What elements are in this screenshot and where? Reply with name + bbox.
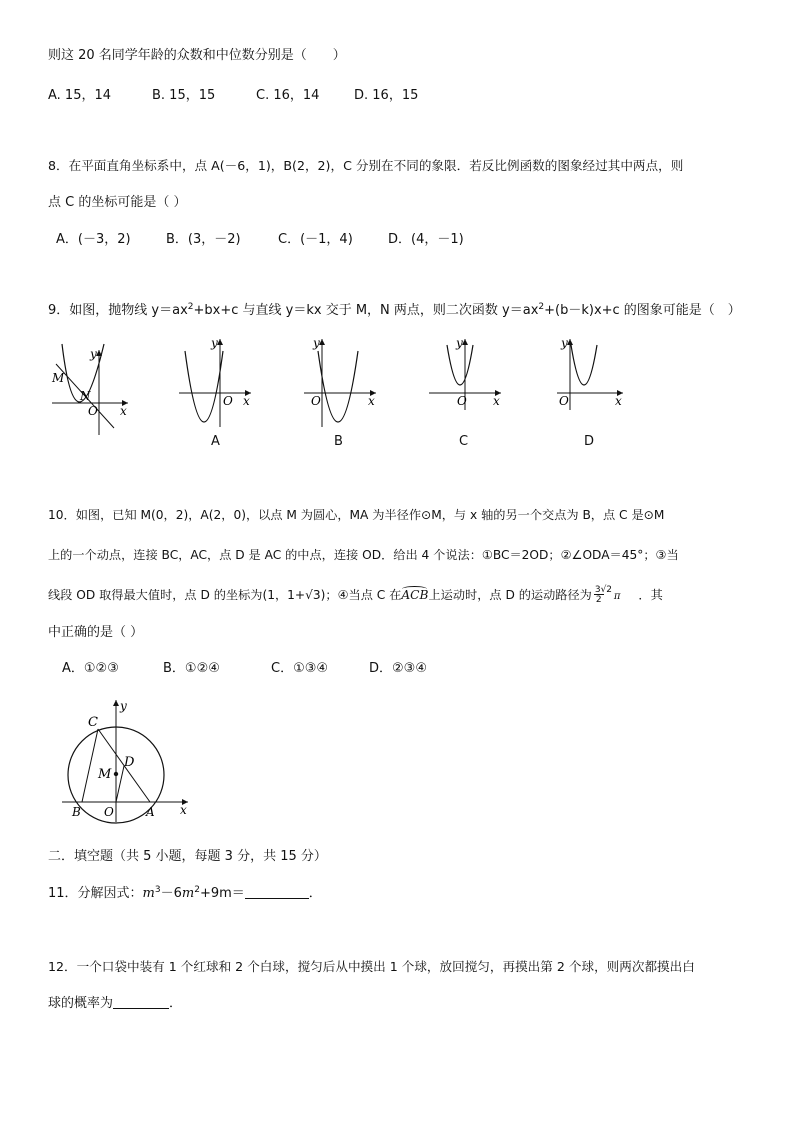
q8-line2: 点 C 的坐标可能是（ ） <box>48 195 187 210</box>
q11-sup3: 3 <box>154 885 161 895</box>
q10-fraction <box>592 585 614 605</box>
q8-option-c: C．(－1，4) <box>278 232 353 247</box>
q11-end: ． <box>308 886 322 901</box>
q9-a-origin-label: O <box>223 394 233 408</box>
q10-option-c: C．①③④ <box>271 661 329 676</box>
q9-b-origin-label: O <box>311 394 321 408</box>
q9-b-x-label: x <box>368 394 375 408</box>
q12-line2 <box>48 995 182 1013</box>
q10-fig-c-label: C <box>88 715 98 730</box>
q9-figure-c <box>425 335 510 430</box>
q10-fig-x-label: x <box>180 803 187 817</box>
q7-option-a: A. 15，14 <box>48 88 112 103</box>
q11-answer-blank[interactable] <box>245 886 309 899</box>
q8-option-b: B．(3，－2) <box>166 232 241 247</box>
q12-line2-text: 球的概率为 <box>48 996 114 1011</box>
q9-label-d: D <box>584 434 595 449</box>
q10-arc-label: ACB <box>401 588 429 602</box>
q9-ref-n-label: N <box>80 389 91 403</box>
q9-ref-y-label: y <box>90 347 97 361</box>
q11-m: m <box>142 886 155 901</box>
q7-option-c: C. 16，14 <box>256 88 320 103</box>
q10-pi: π <box>613 591 621 602</box>
q9-c-y-label: y <box>456 336 463 350</box>
q9-d-origin-label: O <box>559 394 569 408</box>
q9-a-x-label: x <box>243 394 250 408</box>
q12-line1: 12．一个口袋中装有 1 个红球和 2 个白球，搅匀后从中摸出 1 个球，放回搅匀，再摸出第 2 个球，则两次都摸出白 <box>48 959 695 974</box>
q9-figure-d <box>553 335 638 430</box>
q10-arc-acb <box>401 588 428 602</box>
q9-label-b: B <box>334 434 343 449</box>
q10-line3-b: 上运动时，点 D 的运动路径为 <box>428 588 592 602</box>
q9-ref-m-label: M <box>52 371 65 385</box>
q10-line4: 中正确的是（ ） <box>48 625 144 640</box>
q12-end: ． <box>169 996 183 1011</box>
q9-text-1: 9．如图，抛物线 y＝ax <box>48 303 188 318</box>
section2-heading: 二．填空题（共 5 小题，每题 3 分，共 15 分） <box>48 849 327 864</box>
q10-line1: 10．如图，已知 M(0，2)，A(2，0)，以点 M 为圆心，MA 为半径作⊙M，与 x 轴的另一个交点为 B，点 C 是⊙M <box>48 508 665 522</box>
q11-m2: m <box>181 886 195 901</box>
q11-line <box>48 885 322 903</box>
q10-option-a: A．①②③ <box>62 661 119 676</box>
q9-label-c: C <box>459 434 469 449</box>
q7-stem: 则这 20 名同学年龄的众数和中位数分别是（ ） <box>48 48 346 63</box>
q10-figure <box>58 696 198 826</box>
q10-line3 <box>48 585 663 606</box>
q9-figure-a <box>175 335 260 430</box>
q9-ref-origin-label: O <box>88 404 98 418</box>
q11-mid: －6 <box>160 886 182 901</box>
q9-label-a: A <box>211 434 220 449</box>
q10-fig-d-label: D <box>124 755 135 770</box>
q10-line3-c: ．其 <box>638 588 663 602</box>
q10-option-d: D．②③④ <box>369 661 427 676</box>
q9-d-x-label: x <box>615 394 622 408</box>
q10-line2: 上的一个动点，连接 BC，AC，点 D 是 AC 的中点，连接 OD．给出 4 个说法：①BC＝2OD；②∠ODA＝45°；③当 <box>48 548 679 562</box>
q10-fig-b-label: B <box>72 805 81 819</box>
q9-reference-figure <box>48 340 138 440</box>
q9-figure-b <box>300 335 385 430</box>
q7-option-b: B. 15，15 <box>152 88 216 103</box>
q8-option-d: D．(4，－1) <box>388 232 464 247</box>
q9-ref-x-label: x <box>120 404 127 418</box>
q9-sup-1: 2 <box>187 302 194 312</box>
q7-option-d: D. 16，15 <box>354 88 419 103</box>
q11-prefix: 11．分解因式： <box>48 886 143 901</box>
q8-line1: 8．在平面直角坐标系中，点 A(－6，1)，B(2，2)，C 分别在不同的象限．若反比例函数的图象经过其中两点，则 <box>48 158 684 173</box>
q11-tail: +9m＝ <box>199 886 245 901</box>
q9-b-y-label: y <box>313 336 320 350</box>
q9-d-y-label: y <box>561 336 568 350</box>
q10-fig-a-label: A <box>146 805 155 819</box>
q10-frac-num: 3√2 <box>594 585 613 595</box>
q9-c-x-label: x <box>493 394 500 408</box>
q8-option-a: A．(－3，2) <box>56 232 131 247</box>
q9-c-origin-label: O <box>457 394 467 408</box>
q10-fig-m-label: M <box>98 767 112 782</box>
q9-a-y-label: y <box>211 336 218 350</box>
q10-fig-o-label: O <box>104 805 114 819</box>
q11-sup2: 2 <box>194 885 200 895</box>
q9-text-3: +(b－k)x+c 的图象可能是（ ） <box>544 303 741 318</box>
q10-frac-den: 2 <box>595 595 602 605</box>
q9-sup-2: 2 <box>538 302 545 312</box>
q10-option-b: B．①②④ <box>163 661 220 676</box>
q12-answer-blank[interactable] <box>113 996 169 1009</box>
q10-line3-a: 线段 OD 取得最大值时，点 D 的坐标为(1，1+√3)；④当点 C 在 <box>48 588 402 602</box>
q9-stem <box>48 302 741 320</box>
q9-text-2: +bx+c 与直线 y＝kx 交于 M，N 两点，则二次函数 y＝ax <box>193 303 539 318</box>
q10-fig-y-label: y <box>120 699 127 713</box>
